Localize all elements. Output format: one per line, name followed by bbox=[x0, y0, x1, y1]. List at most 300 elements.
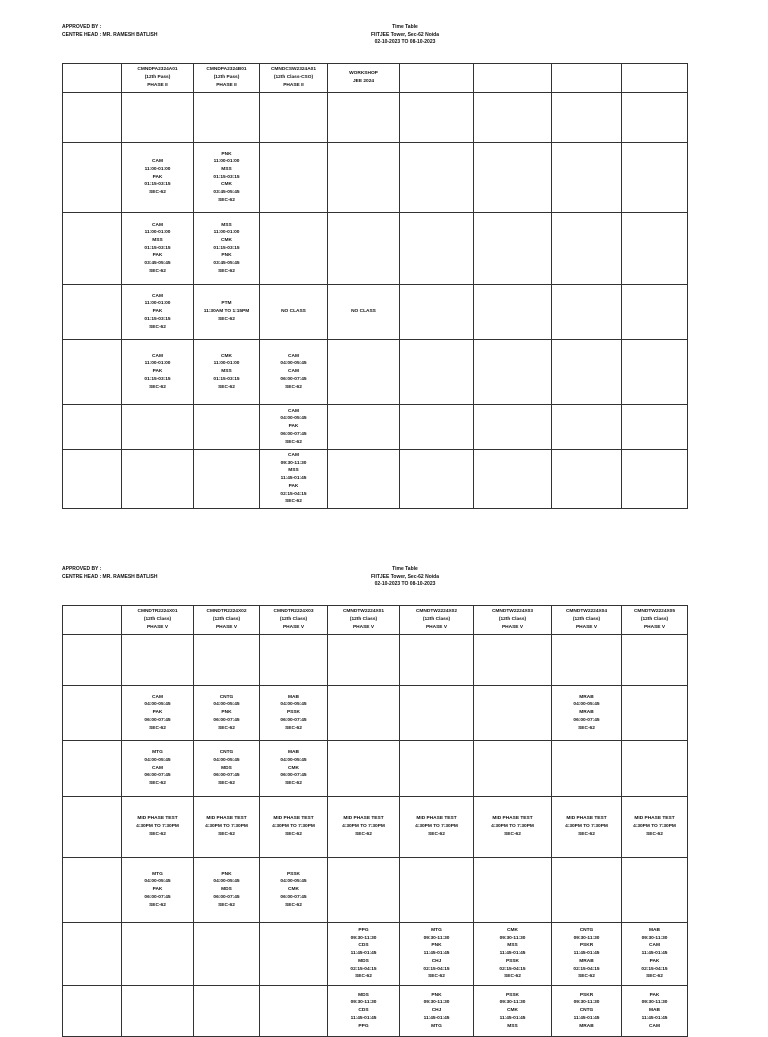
cell-text: 01:15-03:15 bbox=[213, 245, 240, 251]
cell-text: MID PHASE TEST bbox=[137, 816, 178, 822]
sheet2-approved-by: APPROVED BY : bbox=[62, 566, 102, 572]
sheet1-timetable bbox=[62, 63, 688, 509]
header-cell bbox=[328, 606, 400, 635]
table-cell bbox=[63, 450, 122, 509]
cell-text: SEC-62 bbox=[149, 190, 166, 196]
table-cell bbox=[622, 213, 688, 285]
table-cell bbox=[400, 858, 474, 923]
table-cell bbox=[194, 797, 260, 858]
cell-text: 11:45-01:45 bbox=[499, 951, 526, 957]
cell-text: 09:30-11:30 bbox=[641, 1000, 668, 1006]
sheet1-approval-block bbox=[62, 24, 157, 39]
cell-text: CAM bbox=[288, 369, 299, 375]
cell-text: CMNDTW2224X02 bbox=[415, 609, 458, 615]
cell-text: 06:00-07:45 bbox=[280, 431, 307, 437]
cell-text: SEC-62 bbox=[285, 831, 302, 837]
cell-text: 06:00-07:45 bbox=[280, 894, 307, 900]
cell-text: 09:30-11:30 bbox=[350, 1000, 377, 1006]
cell-text: MSS bbox=[288, 468, 299, 474]
table-cell bbox=[552, 741, 622, 797]
table-cell bbox=[328, 923, 400, 986]
cell-text: 11:30AM TO 1:15PM bbox=[203, 309, 250, 315]
table-cell bbox=[260, 686, 328, 741]
table-cell bbox=[622, 858, 688, 923]
cell-text: CMNDTW2224X05 bbox=[633, 609, 676, 615]
header-row bbox=[63, 64, 688, 93]
cell-text: SEC-62 bbox=[218, 197, 235, 203]
table-cell bbox=[474, 923, 552, 986]
cell-text: 11:00-01:00 bbox=[213, 159, 240, 165]
table-cell bbox=[328, 450, 400, 509]
cell-text: CMK bbox=[288, 765, 299, 771]
cell-text: CNTG bbox=[219, 750, 234, 756]
table-cell bbox=[474, 686, 552, 741]
cell-text: MTG bbox=[431, 928, 442, 934]
table-cell bbox=[260, 93, 328, 143]
cell-text: MAB bbox=[288, 694, 299, 700]
cell-text: CMK bbox=[507, 1008, 518, 1014]
cell-text: 04:00-05:45 bbox=[144, 757, 171, 763]
cell-text: 4:30PM TO 7:30PM bbox=[136, 824, 179, 830]
cell-text: PSSK bbox=[505, 992, 520, 998]
header-cell bbox=[122, 606, 194, 635]
cell-text: 11:45-01:45 bbox=[350, 1015, 377, 1021]
sheet2-timetable bbox=[62, 605, 688, 1037]
cell-text: 4:30PM TO 7:30PM bbox=[272, 824, 315, 830]
table-cell bbox=[328, 213, 400, 285]
cell-text: SEC-62 bbox=[578, 974, 595, 980]
table-cell bbox=[328, 635, 400, 686]
cell-text: 04:00-05:45 bbox=[573, 702, 600, 708]
cell-text: PSKR bbox=[579, 943, 594, 949]
cell-text: PSKR bbox=[579, 992, 594, 998]
cell-text: 04:00-05:45 bbox=[280, 416, 307, 422]
cell-text: 09:30-11:30 bbox=[573, 935, 600, 941]
cell-text: (12th Class) bbox=[640, 617, 669, 623]
cell-text: PSSK bbox=[286, 710, 301, 716]
cell-text: SEC-62 bbox=[578, 831, 595, 837]
table-cell bbox=[552, 923, 622, 986]
table-cell bbox=[63, 986, 122, 1037]
cell-text: CAM bbox=[288, 353, 299, 359]
cell-text: MSS bbox=[152, 237, 163, 243]
table-cell bbox=[552, 450, 622, 509]
table-cell bbox=[400, 986, 474, 1037]
table-cell bbox=[122, 923, 194, 986]
cell-text: SEC-62 bbox=[285, 439, 302, 445]
table-cell bbox=[400, 143, 474, 213]
cell-text: PHASE II bbox=[283, 82, 304, 88]
cell-text: SEC-62 bbox=[149, 268, 166, 274]
cell-text: 11:45-01:45 bbox=[641, 1015, 668, 1021]
sheet2-centre-head: CENTRE HEAD : MR. RAMESH BATLISH bbox=[62, 573, 158, 580]
cell-text: 11:00-01:00 bbox=[144, 361, 171, 367]
table-cell bbox=[194, 450, 260, 509]
table-cell bbox=[552, 213, 622, 285]
cell-text: PNK bbox=[221, 151, 232, 157]
table-cell bbox=[552, 858, 622, 923]
cell-text: PPG bbox=[358, 1023, 369, 1029]
table-cell bbox=[400, 923, 474, 986]
cell-text: SEC-62 bbox=[428, 831, 445, 837]
table-cell bbox=[622, 686, 688, 741]
cell-text: MID PHASE TEST bbox=[634, 816, 675, 822]
table-cell bbox=[194, 741, 260, 797]
cell-text: SEC-62 bbox=[428, 974, 445, 980]
cell-text: PTM bbox=[221, 301, 232, 307]
table-cell bbox=[122, 450, 194, 509]
cell-text: MRAB bbox=[579, 958, 594, 964]
cell-text: 06:00-07:45 bbox=[280, 773, 307, 779]
table-cell bbox=[328, 285, 400, 340]
table-cell bbox=[122, 686, 194, 741]
cell-text: 06:00-07:45 bbox=[280, 717, 307, 723]
header-cell bbox=[622, 606, 688, 635]
cell-text: NO CLASS bbox=[351, 309, 376, 315]
cell-text: CMK bbox=[221, 182, 232, 188]
table-cell bbox=[63, 923, 122, 986]
cell-text: SEC-62 bbox=[149, 725, 166, 731]
cell-text: PAK bbox=[288, 483, 299, 489]
cell-text: 4:30PM TO 7:30PM bbox=[565, 824, 608, 830]
cell-text: SEC-62 bbox=[285, 499, 302, 505]
cell-text: 02:15-04:15 bbox=[423, 966, 450, 972]
table-cell bbox=[622, 405, 688, 450]
table-row bbox=[63, 986, 688, 1037]
cell-text: 02:15-04:15 bbox=[350, 966, 377, 972]
table-cell bbox=[122, 340, 194, 405]
table-row bbox=[63, 405, 688, 450]
cell-text: 02:15-04:15 bbox=[499, 966, 526, 972]
cell-text: MSS bbox=[221, 166, 232, 172]
cell-text: 09:30-11:30 bbox=[350, 935, 377, 941]
table-cell bbox=[260, 797, 328, 858]
cell-text: 04:00-05:45 bbox=[213, 702, 240, 708]
cell-text: PAK bbox=[152, 174, 163, 180]
table-cell bbox=[552, 686, 622, 741]
table-cell bbox=[122, 741, 194, 797]
table-cell bbox=[400, 797, 474, 858]
table-cell bbox=[122, 797, 194, 858]
header-cell bbox=[474, 64, 552, 93]
cell-text: PAK bbox=[288, 424, 299, 430]
cell-text: MSS bbox=[221, 369, 232, 375]
cell-text: 04:00-05:45 bbox=[144, 702, 171, 708]
table-cell bbox=[400, 405, 474, 450]
sheet1-title-block bbox=[330, 24, 480, 47]
cell-text: MRAB bbox=[579, 710, 594, 716]
cell-text: SEC-62 bbox=[285, 384, 302, 390]
cell-text: CMNDCSW2324A01 bbox=[270, 67, 317, 73]
table-cell bbox=[622, 450, 688, 509]
cell-text: CMNDTR2224X02 bbox=[206, 609, 247, 615]
cell-text: MDS bbox=[358, 958, 369, 964]
cell-text: 06:00-07:45 bbox=[573, 717, 600, 723]
cell-text: (12th Class) bbox=[349, 617, 378, 623]
cell-text: MID PHASE TEST bbox=[492, 816, 533, 822]
header-cell bbox=[63, 64, 122, 93]
table-cell bbox=[63, 858, 122, 923]
table-cell bbox=[328, 405, 400, 450]
table-cell bbox=[400, 285, 474, 340]
table-row bbox=[63, 340, 688, 405]
table-cell bbox=[63, 741, 122, 797]
table-cell bbox=[474, 143, 552, 213]
cell-text: SEC-62 bbox=[218, 781, 235, 787]
cell-text: PNK bbox=[221, 253, 232, 259]
header-row bbox=[63, 606, 688, 635]
cell-text: SEC-62 bbox=[218, 902, 235, 908]
cell-text: 11:00-01:00 bbox=[213, 230, 240, 236]
table-cell bbox=[260, 635, 328, 686]
cell-text: SEC-62 bbox=[149, 831, 166, 837]
cell-text: PHASE V bbox=[501, 624, 524, 630]
cell-text: SEC-62 bbox=[218, 384, 235, 390]
table-cell bbox=[474, 858, 552, 923]
table-cell bbox=[260, 450, 328, 509]
table-row bbox=[63, 797, 688, 858]
table-cell bbox=[260, 923, 328, 986]
cell-text: CMNDPA2324A01 bbox=[137, 67, 178, 73]
cell-text: PAK bbox=[152, 253, 163, 259]
header-cell bbox=[194, 606, 260, 635]
cell-text: SEC-62 bbox=[646, 974, 663, 980]
table-row bbox=[63, 450, 688, 509]
table-cell bbox=[552, 93, 622, 143]
cell-text: CNTG bbox=[219, 694, 234, 700]
table-cell bbox=[194, 986, 260, 1037]
cell-text: 02:15-04:15 bbox=[641, 966, 668, 972]
table-cell bbox=[622, 340, 688, 405]
sheet2-title-block bbox=[330, 566, 480, 589]
table-row bbox=[63, 143, 688, 213]
table-cell bbox=[328, 741, 400, 797]
cell-text: PSSK bbox=[286, 871, 301, 877]
cell-text: 03:45-05:45 bbox=[213, 261, 240, 267]
table-cell bbox=[474, 213, 552, 285]
cell-text: SEC-62 bbox=[218, 268, 235, 274]
table-cell bbox=[194, 213, 260, 285]
cell-text: MDS bbox=[221, 765, 232, 771]
cell-text: 4:30PM TO 7:30PM bbox=[633, 824, 676, 830]
cell-text: 04:00-05:45 bbox=[213, 879, 240, 885]
cell-text: CMNDTR2224X01 bbox=[137, 609, 178, 615]
table-cell bbox=[63, 213, 122, 285]
header-cell bbox=[400, 606, 474, 635]
cell-text: PNK bbox=[221, 710, 232, 716]
table-row bbox=[63, 741, 688, 797]
table-cell bbox=[194, 93, 260, 143]
cell-text: SEC-62 bbox=[355, 831, 372, 837]
cell-text: 09:30-11:30 bbox=[499, 935, 526, 941]
table-row bbox=[63, 686, 688, 741]
cell-text: 11:45-01:45 bbox=[423, 951, 450, 957]
table-row bbox=[63, 923, 688, 986]
cell-text: PHASE V bbox=[425, 624, 448, 630]
table-cell bbox=[194, 858, 260, 923]
table-cell bbox=[400, 93, 474, 143]
sheet1-date-range: 02-10-2023 TO 08-10-2023 bbox=[374, 39, 436, 45]
cell-text: 11:00-01:00 bbox=[144, 166, 171, 172]
table-cell bbox=[328, 797, 400, 858]
table-cell bbox=[552, 635, 622, 686]
cell-text: SEC-62 bbox=[149, 384, 166, 390]
cell-text: SEC-62 bbox=[285, 725, 302, 731]
cell-text: SEC-62 bbox=[149, 781, 166, 787]
table-cell bbox=[400, 741, 474, 797]
cell-text: (12th Class) bbox=[498, 617, 527, 623]
cell-text: PAK bbox=[152, 309, 163, 315]
cell-text: 4:30PM TO 7:30PM bbox=[205, 824, 248, 830]
header-cell bbox=[63, 606, 122, 635]
cell-text: SEC-62 bbox=[285, 902, 302, 908]
cell-text: 06:00-07:45 bbox=[213, 773, 240, 779]
cell-text: MRAB bbox=[579, 1023, 594, 1029]
cell-text: PAK bbox=[649, 992, 660, 998]
cell-text: CAM bbox=[152, 694, 163, 700]
cell-text: PHASE V bbox=[643, 624, 666, 630]
table-cell bbox=[474, 741, 552, 797]
cell-text: 04:00-05:45 bbox=[144, 879, 171, 885]
cell-text: CAM bbox=[649, 943, 660, 949]
table-cell bbox=[122, 93, 194, 143]
cell-text: CAM bbox=[152, 765, 163, 771]
cell-text: 04:00-05:45 bbox=[280, 879, 307, 885]
cell-text: 11:45-01:45 bbox=[573, 1015, 600, 1021]
cell-text: SEC-62 bbox=[355, 974, 372, 980]
table-cell bbox=[260, 405, 328, 450]
header-cell bbox=[260, 64, 328, 93]
table-cell bbox=[622, 797, 688, 858]
cell-text: PHASE II bbox=[147, 82, 168, 88]
table-cell bbox=[122, 213, 194, 285]
table-cell bbox=[260, 858, 328, 923]
header-cell bbox=[622, 64, 688, 93]
cell-text: 01:15-03:15 bbox=[213, 174, 240, 180]
header-cell bbox=[260, 606, 328, 635]
cell-text: SEC-62 bbox=[504, 974, 521, 980]
table-cell bbox=[260, 340, 328, 405]
table-cell bbox=[260, 213, 328, 285]
table-cell bbox=[63, 797, 122, 858]
cell-text: CAM bbox=[152, 159, 163, 165]
table-cell bbox=[194, 686, 260, 741]
cell-text: 4:30PM TO 7:30PM bbox=[415, 824, 458, 830]
cell-text: CAM bbox=[288, 453, 299, 459]
table-cell bbox=[400, 340, 474, 405]
cell-text: MTG bbox=[152, 750, 163, 756]
table-cell bbox=[260, 285, 328, 340]
cell-text: (12th Class) bbox=[572, 617, 601, 623]
cell-text: 02:15-04:15 bbox=[280, 491, 307, 497]
cell-text: 09:30-11:30 bbox=[641, 935, 668, 941]
table-cell bbox=[63, 340, 122, 405]
cell-text: 06:00-07:45 bbox=[213, 717, 240, 723]
cell-text: 04:00-05:45 bbox=[280, 702, 307, 708]
cell-text: SEC-62 bbox=[149, 324, 166, 330]
cell-text: MSS bbox=[507, 1023, 518, 1029]
header-cell bbox=[474, 606, 552, 635]
sheet2-title: Time Table bbox=[392, 566, 418, 572]
header-cell bbox=[122, 64, 194, 93]
cell-text: CAM bbox=[288, 408, 299, 414]
cell-text: 11:45-01:45 bbox=[499, 1015, 526, 1021]
table-cell bbox=[552, 285, 622, 340]
cell-text: 11:45-01:45 bbox=[641, 951, 668, 957]
cell-text: NO CLASS bbox=[281, 309, 306, 315]
sheet1-title: Time Table bbox=[392, 24, 418, 30]
table-cell bbox=[552, 405, 622, 450]
table-cell bbox=[122, 285, 194, 340]
cell-text: 11:45-01:45 bbox=[573, 951, 600, 957]
cell-text: MID PHASE TEST bbox=[273, 816, 314, 822]
table-cell bbox=[474, 986, 552, 1037]
table-cell bbox=[194, 143, 260, 213]
table-cell bbox=[63, 686, 122, 741]
cell-text: 09:30-11:30 bbox=[499, 1000, 526, 1006]
table-cell bbox=[63, 143, 122, 213]
header-cell bbox=[552, 64, 622, 93]
header-cell bbox=[328, 64, 400, 93]
cell-text: CHJ bbox=[431, 1008, 442, 1014]
table-cell bbox=[122, 635, 194, 686]
cell-text: (12th Pass) bbox=[144, 75, 171, 81]
cell-text: 09:30-11:30 bbox=[280, 460, 307, 466]
cell-text: CDS bbox=[358, 1008, 369, 1014]
cell-text: MAB bbox=[649, 1008, 660, 1014]
table-cell bbox=[474, 797, 552, 858]
cell-text: PHASE V bbox=[282, 624, 305, 630]
table-cell bbox=[194, 635, 260, 686]
cell-text: (12th Class) bbox=[212, 617, 241, 623]
cell-text: CNTG bbox=[579, 928, 594, 934]
table-cell bbox=[194, 923, 260, 986]
cell-text: MRAB bbox=[579, 694, 594, 700]
cell-text: 09:30-11:30 bbox=[573, 1000, 600, 1006]
cell-text: CDS bbox=[358, 943, 369, 949]
cell-text: PNK bbox=[221, 871, 232, 877]
table-cell bbox=[328, 858, 400, 923]
cell-text: 06:00-07:45 bbox=[144, 773, 171, 779]
cell-text: 4:30PM TO 7:30PM bbox=[342, 824, 385, 830]
cell-text: CNTG bbox=[579, 1008, 594, 1014]
table-cell bbox=[400, 450, 474, 509]
table-cell bbox=[622, 93, 688, 143]
table-cell bbox=[474, 405, 552, 450]
cell-text: PHASE V bbox=[352, 624, 375, 630]
cell-text: MID PHASE TEST bbox=[566, 816, 607, 822]
cell-text: 11:00-01:00 bbox=[144, 301, 171, 307]
cell-text: 06:00-07:45 bbox=[144, 717, 171, 723]
sheet1-location: FIITJEE Tower, Sec-62 Noida bbox=[371, 31, 439, 38]
cell-text: PAK bbox=[649, 958, 660, 964]
cell-text: PHASE V bbox=[575, 624, 598, 630]
table-cell bbox=[194, 285, 260, 340]
cell-text: JEE 2024 bbox=[352, 79, 375, 84]
cell-text: MDS bbox=[358, 992, 369, 998]
cell-text: (12th Pass) bbox=[213, 75, 240, 81]
cell-text: PHASE II bbox=[216, 82, 237, 88]
cell-text: SEC-62 bbox=[285, 781, 302, 787]
cell-text: 03:45-05:45 bbox=[213, 190, 240, 196]
table-cell bbox=[474, 635, 552, 686]
table-cell bbox=[552, 797, 622, 858]
cell-text: 01:15-03:15 bbox=[144, 316, 171, 322]
table-cell bbox=[552, 340, 622, 405]
cell-text: 11:45-01:45 bbox=[280, 476, 307, 482]
table-cell bbox=[328, 686, 400, 741]
table-cell bbox=[400, 213, 474, 285]
